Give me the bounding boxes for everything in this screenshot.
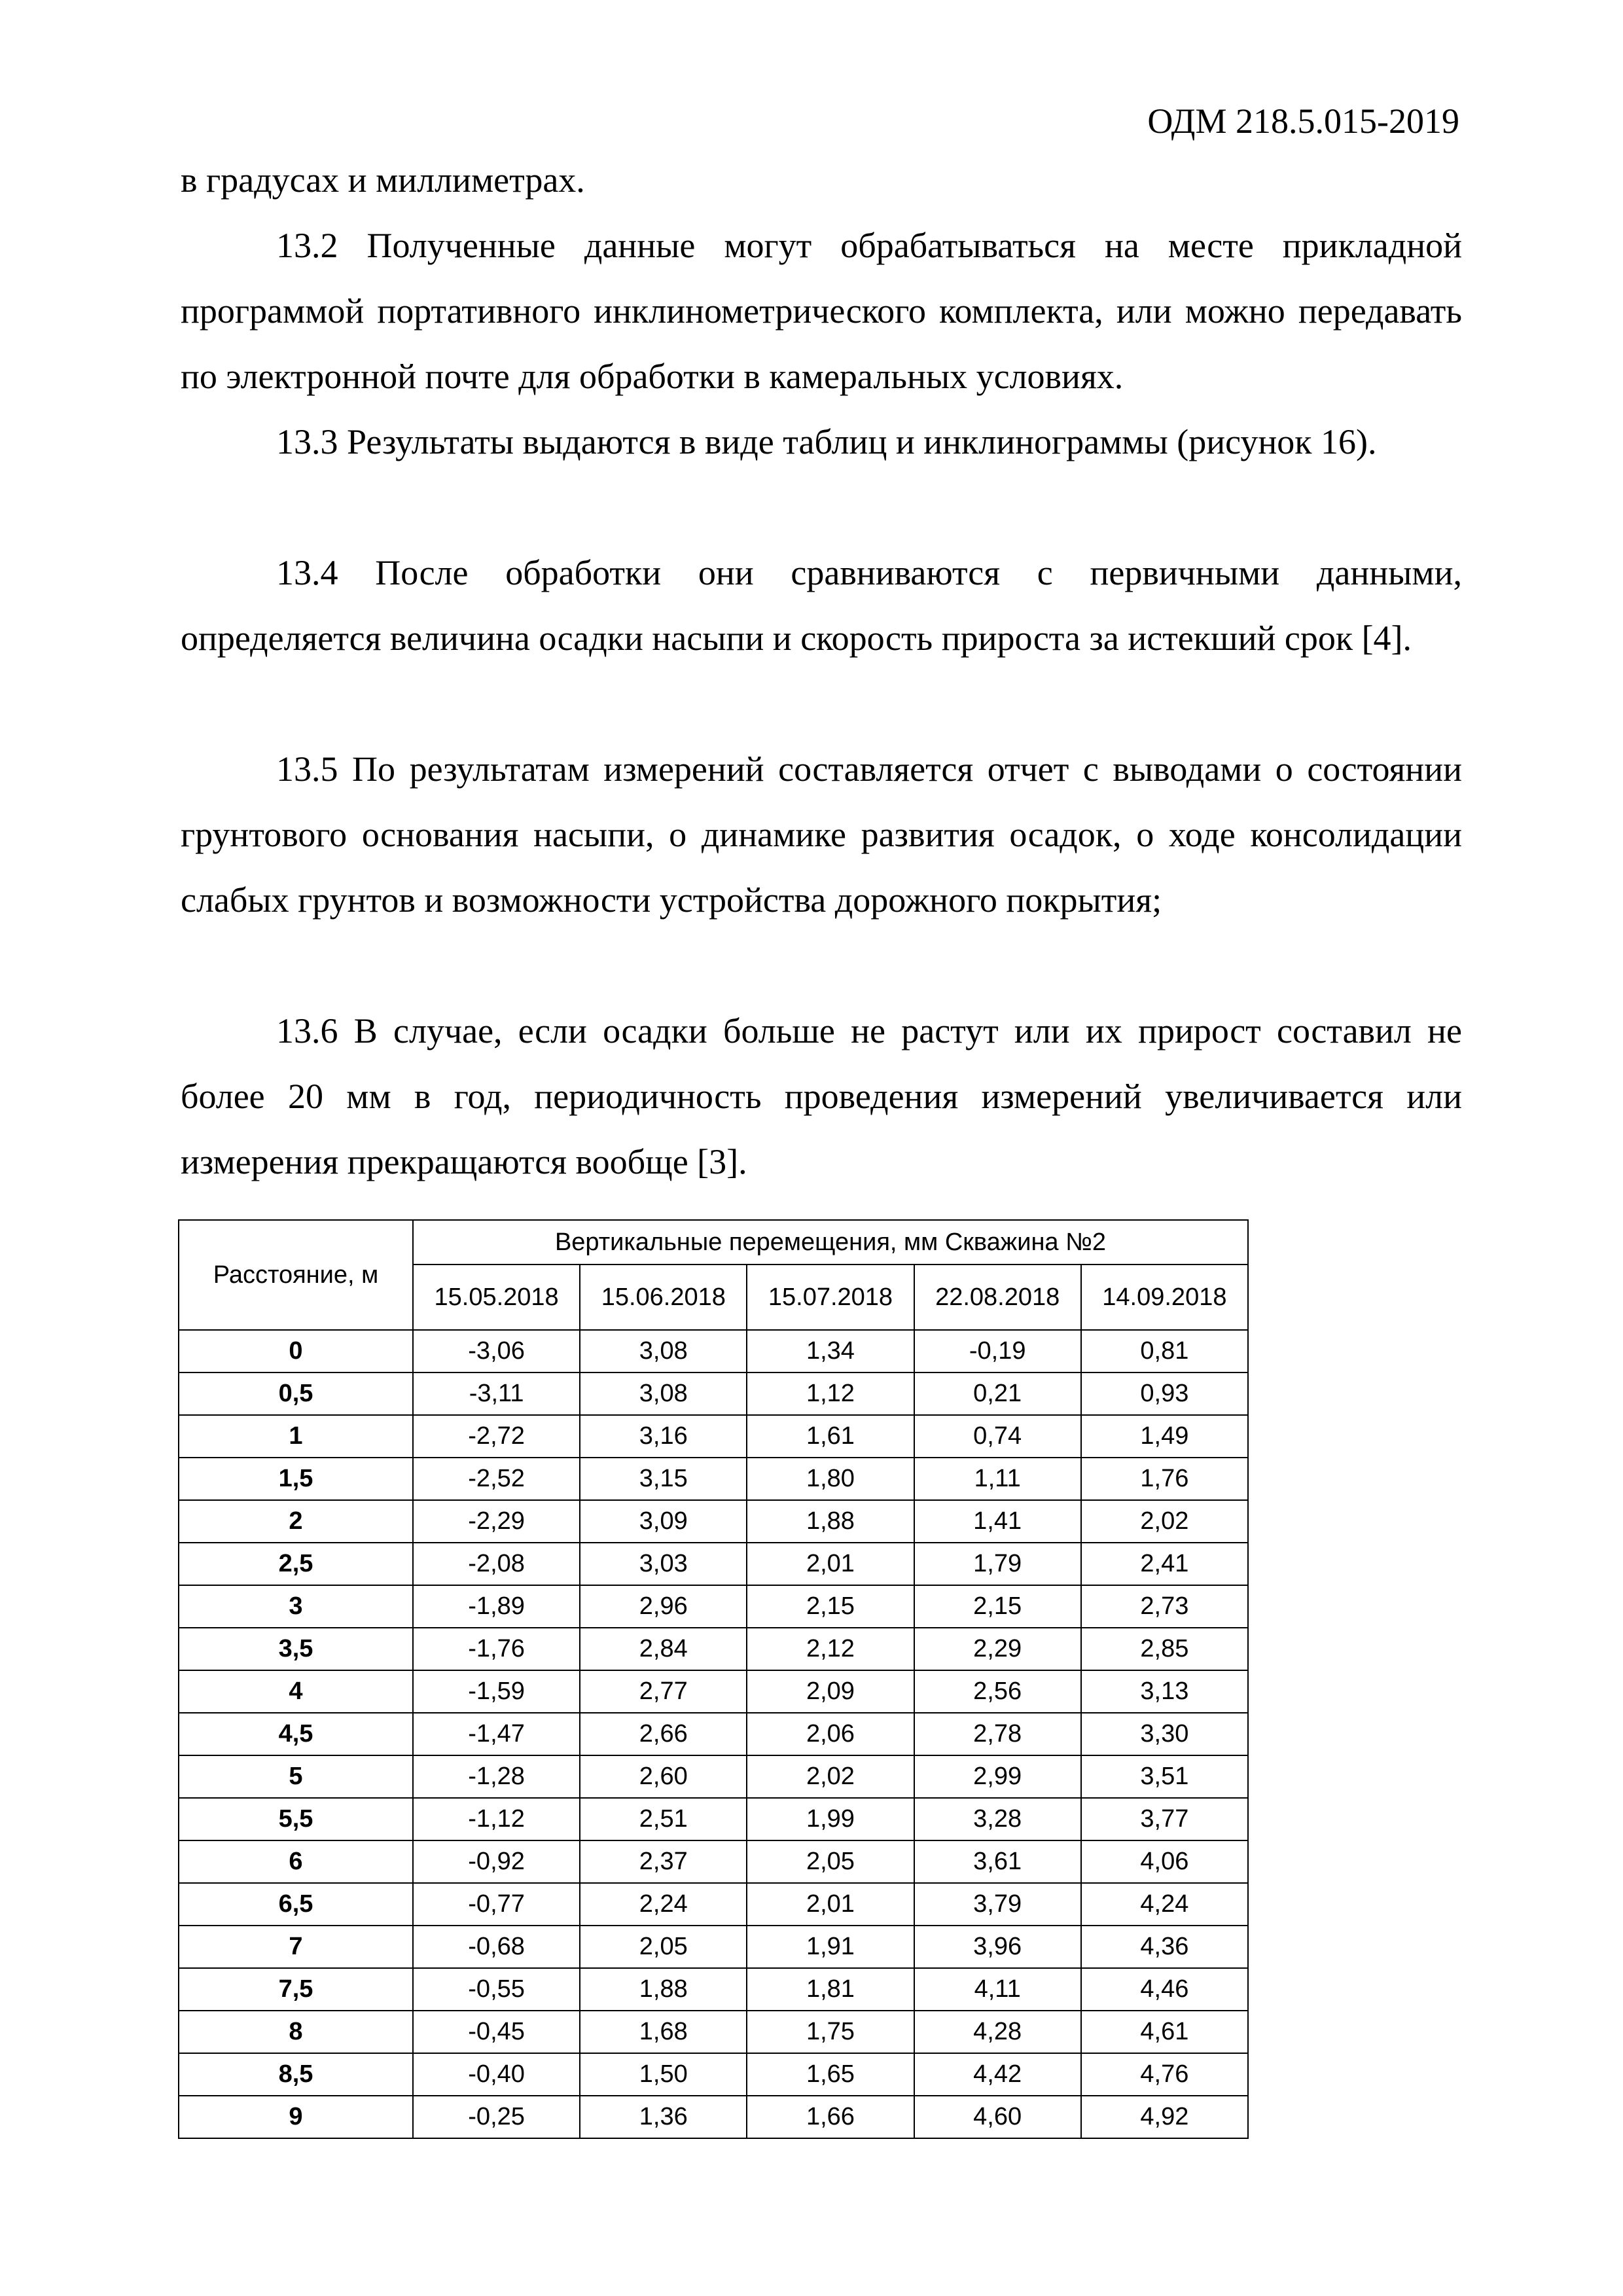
paragraph-13-6 <box>181 998 1462 1194</box>
displacement-cell: 1,41 <box>914 1500 1081 1543</box>
distance-cell: 2,5 <box>179 1543 413 1585</box>
paragraph-body <box>181 998 1462 1194</box>
displacement-cell: 3,79 <box>914 1883 1081 1926</box>
displacement-cell: 1,65 <box>747 2053 914 2096</box>
distance-cell: 4,5 <box>179 1713 413 1755</box>
distance-cell: 8,5 <box>179 2053 413 2096</box>
displacement-cell: 2,73 <box>1081 1585 1248 1628</box>
displacement-cell: -2,52 <box>413 1458 580 1500</box>
displacement-cell: 2,12 <box>747 1628 914 1670</box>
distance-cell: 5,5 <box>179 1798 413 1840</box>
table-row <box>179 1458 1248 1500</box>
displacement-cell: 2,96 <box>580 1585 747 1628</box>
displacement-cell: -0,77 <box>413 1883 580 1926</box>
displacement-cell: 3,08 <box>580 1330 747 1372</box>
displacement-cell: 1,88 <box>747 1500 914 1543</box>
paragraph-number: 13.4 <box>276 553 338 592</box>
paragraph-body <box>181 409 1462 475</box>
table-row <box>179 1585 1248 1628</box>
displacement-cell: -0,68 <box>413 1926 580 1968</box>
displacement-cell: 2,02 <box>1081 1500 1248 1543</box>
distance-column-header: Расстояние, м <box>179 1220 413 1330</box>
distance-cell: 3 <box>179 1585 413 1628</box>
displacement-cell: 2,15 <box>914 1585 1081 1628</box>
paragraph-13-3 <box>181 409 1462 475</box>
displacement-cell: 1,75 <box>747 2011 914 2053</box>
displacement-cell: 4,11 <box>914 1968 1081 2011</box>
displacement-cell: 1,11 <box>914 1458 1081 1500</box>
table-row <box>179 1670 1248 1713</box>
displacement-cell: 1,34 <box>747 1330 914 1372</box>
displacement-cell: 0,81 <box>1081 1330 1248 1372</box>
displacement-cell: 3,30 <box>1081 1713 1248 1755</box>
displacement-cell: 1,66 <box>747 2096 914 2138</box>
displacement-cell: 1,91 <box>747 1926 914 1968</box>
date-column-header: 15.05.2018 <box>413 1265 580 1330</box>
displacement-cell: 1,50 <box>580 2053 747 2096</box>
displacement-cell: 3,08 <box>580 1372 747 1415</box>
displacement-cell: -3,11 <box>413 1372 580 1415</box>
table-row <box>179 1883 1248 1926</box>
date-column-header: 22.08.2018 <box>914 1265 1081 1330</box>
displacement-cell: -3,06 <box>413 1330 580 1372</box>
date-column-header: 14.09.2018 <box>1081 1265 1248 1330</box>
distance-cell: 0,5 <box>179 1372 413 1415</box>
displacement-cell: 1,36 <box>580 2096 747 2138</box>
displacement-cell: 2,01 <box>747 1883 914 1926</box>
displacement-cell: 4,76 <box>1081 2053 1248 2096</box>
table-row <box>179 1372 1248 1415</box>
table-row <box>179 1755 1248 1798</box>
displacement-cell: 1,49 <box>1081 1415 1248 1458</box>
displacement-cell: -0,45 <box>413 2011 580 2053</box>
displacement-cell: -2,08 <box>413 1543 580 1585</box>
displacement-cell: 1,68 <box>580 2011 747 2053</box>
displacement-cell: 3,15 <box>580 1458 747 1500</box>
paragraph-body <box>181 736 1462 933</box>
displacement-cell: 3,03 <box>580 1543 747 1585</box>
table-row <box>179 1330 1248 1372</box>
displacement-cell: 4,42 <box>914 2053 1081 2096</box>
displacement-cell: 1,76 <box>1081 1458 1248 1500</box>
displacement-cell: 2,99 <box>914 1755 1081 1798</box>
displacement-cell: 4,61 <box>1081 2011 1248 2053</box>
displacement-cell: 2,77 <box>580 1670 747 1713</box>
paragraph-body <box>181 540 1462 671</box>
displacement-cell: 2,15 <box>747 1585 914 1628</box>
displacement-cell: 2,24 <box>580 1883 747 1926</box>
displacement-cell: 3,61 <box>914 1840 1081 1883</box>
distance-cell: 7 <box>179 1926 413 1968</box>
displacement-cell: 3,16 <box>580 1415 747 1458</box>
displacement-cell: 4,60 <box>914 2096 1081 2138</box>
displacement-cell: 4,36 <box>1081 1926 1248 1968</box>
displacement-cell: -0,19 <box>914 1330 1081 1372</box>
vertical-displacement-table <box>178 1219 1249 2139</box>
displacement-cell: 1,61 <box>747 1415 914 1458</box>
displacement-cell: 3,96 <box>914 1926 1081 1968</box>
displacement-cell: -0,25 <box>413 2096 580 2138</box>
displacement-cell: 4,46 <box>1081 1968 1248 2011</box>
displacement-cell: 3,09 <box>580 1500 747 1543</box>
paragraph-text: в градусах и миллиметрах. <box>181 160 585 200</box>
table-row <box>179 1840 1248 1883</box>
displacement-cell: 2,09 <box>747 1670 914 1713</box>
displacement-cell: 2,05 <box>747 1840 914 1883</box>
distance-cell: 6,5 <box>179 1883 413 1926</box>
displacement-cell: -1,89 <box>413 1585 580 1628</box>
displacement-cell: -1,28 <box>413 1755 580 1798</box>
table-row <box>179 2053 1248 2096</box>
distance-cell: 8 <box>179 2011 413 2053</box>
displacement-cell: 1,81 <box>747 1968 914 2011</box>
group-column-header: Вертикальные перемещения, мм Скважина №2 <box>413 1220 1248 1265</box>
displacement-cell: -1,47 <box>413 1713 580 1755</box>
paragraph-13-5 <box>181 736 1462 933</box>
paragraph-text: Результаты выдаются в виде таблиц и инклинограммы (рисунок 16). <box>347 422 1377 461</box>
distance-cell: 5 <box>179 1755 413 1798</box>
displacement-cell: 2,78 <box>914 1713 1081 1755</box>
distance-cell: 2 <box>179 1500 413 1543</box>
displacement-cell: 0,93 <box>1081 1372 1248 1415</box>
displacement-cell: -0,40 <box>413 2053 580 2096</box>
displacement-cell: 1,99 <box>747 1798 914 1840</box>
distance-cell: 3,5 <box>179 1628 413 1670</box>
displacement-cell: -0,92 <box>413 1840 580 1883</box>
distance-cell: 7,5 <box>179 1968 413 2011</box>
displacement-cell: 1,79 <box>914 1543 1081 1585</box>
paragraph-13-2 <box>181 213 1462 409</box>
displacement-cell: 2,01 <box>747 1543 914 1585</box>
paragraph-text: После обработки они сравниваются с первичными данными, определяется величина осадки насыпи и скорость прироста за истекший срок [4]. <box>181 553 1462 658</box>
table-row <box>179 1628 1248 1670</box>
table-row <box>179 1713 1248 1755</box>
displacement-cell: 4,92 <box>1081 2096 1248 2138</box>
displacement-cell: 4,06 <box>1081 1840 1248 1883</box>
distance-cell: 0 <box>179 1330 413 1372</box>
document-code: ОДМ 218.5.015-2019 <box>1147 101 1459 141</box>
table-row <box>179 2096 1248 2138</box>
distance-cell: 4 <box>179 1670 413 1713</box>
paragraph-text: В случае, если осадки больше не растут или их прирост составил не более 20 мм в год, периодичность проведения измерений увеличивается или измерения прекращаются вообще [3]. <box>181 1011 1462 1181</box>
table-row <box>179 2011 1248 2053</box>
displacement-cell: 3,51 <box>1081 1755 1248 1798</box>
distance-cell: 6 <box>179 1840 413 1883</box>
table-row <box>179 1543 1248 1585</box>
displacement-cell: 2,56 <box>914 1670 1081 1713</box>
displacement-cell: 0,74 <box>914 1415 1081 1458</box>
displacement-cell: 2,84 <box>580 1628 747 1670</box>
paragraph-number: 13.2 <box>276 226 338 265</box>
displacement-cell: 2,41 <box>1081 1543 1248 1585</box>
date-column-header: 15.07.2018 <box>747 1265 914 1330</box>
table-header-row <box>179 1220 1248 1265</box>
displacement-cell: 1,80 <box>747 1458 914 1500</box>
displacement-cell: 3,77 <box>1081 1798 1248 1840</box>
displacement-cell: -1,59 <box>413 1670 580 1713</box>
displacement-cell: -2,29 <box>413 1500 580 1543</box>
distance-cell: 1,5 <box>179 1458 413 1500</box>
displacement-cell: 2,85 <box>1081 1628 1248 1670</box>
paragraph-13-4 <box>181 540 1462 671</box>
displacement-cell: 2,05 <box>580 1926 747 1968</box>
displacement-cell: 3,28 <box>914 1798 1081 1840</box>
date-column-header: 15.06.2018 <box>580 1265 747 1330</box>
displacement-cell: 1,12 <box>747 1372 914 1415</box>
paragraph-number: 13.3 <box>276 422 338 461</box>
table-row <box>179 1415 1248 1458</box>
displacement-cell: -1,76 <box>413 1628 580 1670</box>
paragraph-number: 13.5 <box>276 749 338 789</box>
displacement-cell: 2,02 <box>747 1755 914 1798</box>
displacement-cell: 2,60 <box>580 1755 747 1798</box>
table-row <box>179 1798 1248 1840</box>
distance-cell: 1 <box>179 1415 413 1458</box>
displacement-cell: -0,55 <box>413 1968 580 2011</box>
table-row <box>179 1968 1248 2011</box>
paragraph-number: 13.6 <box>276 1011 338 1050</box>
displacement-cell: 2,37 <box>580 1840 747 1883</box>
displacement-cell: 2,51 <box>580 1798 747 1840</box>
displacement-cell: 1,88 <box>580 1968 747 2011</box>
displacement-cell: -2,72 <box>413 1415 580 1458</box>
displacement-cell: 4,24 <box>1081 1883 1248 1926</box>
displacement-cell: 2,66 <box>580 1713 747 1755</box>
displacement-cell: 4,28 <box>914 2011 1081 2053</box>
displacement-cell: 2,29 <box>914 1628 1081 1670</box>
table-row <box>179 1926 1248 1968</box>
distance-cell: 9 <box>179 2096 413 2138</box>
paragraph-body <box>181 213 1462 409</box>
displacement-cell: -1,12 <box>413 1798 580 1840</box>
table-body <box>179 1330 1248 2138</box>
table-row <box>179 1500 1248 1543</box>
displacement-cell: 2,06 <box>747 1713 914 1755</box>
displacement-cell: 3,13 <box>1081 1670 1248 1713</box>
paragraph-text: Полученные данные могут обрабатываться на месте прикладной программой портативного инклинометрического комплекта, или можно передавать по электронной почте для обработки в камеральных условиях. <box>181 226 1463 396</box>
paragraph-text: По результатам измерений составляется отчет с выводами о состоянии грунтового основания насыпи, о динамике развития осадок, о ходе консолидации слабых грунтов и возможности устройства дорожного покрытия; <box>181 749 1463 920</box>
displacement-cell: 0,21 <box>914 1372 1081 1415</box>
paragraph-continuation <box>181 147 1462 213</box>
